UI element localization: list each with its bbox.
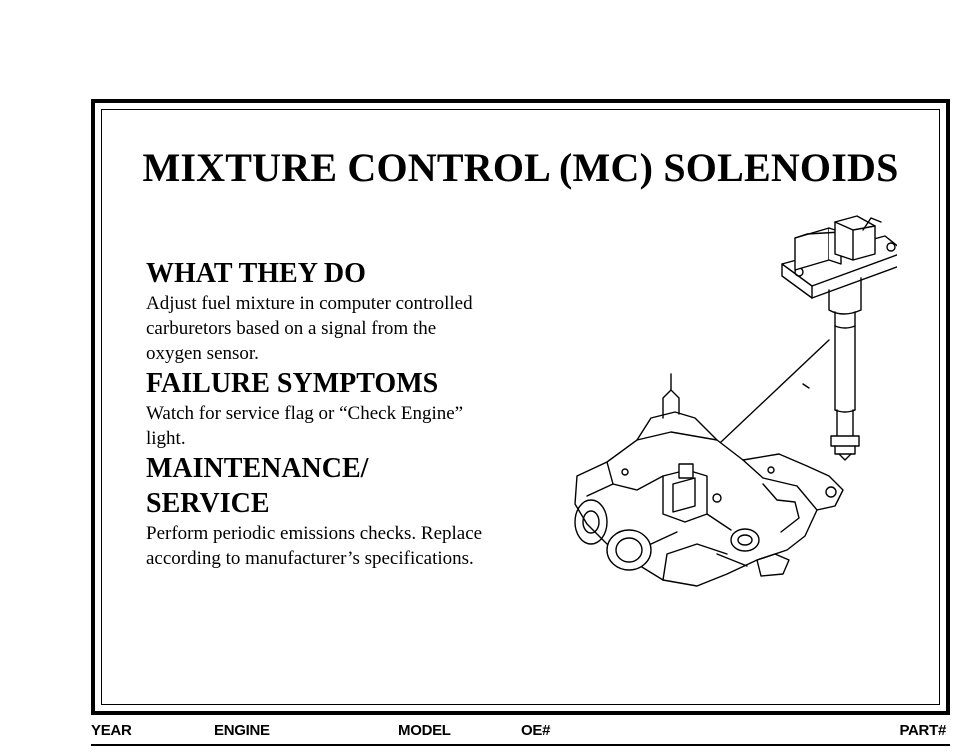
section-text-line: Watch for service flag or “Check Engine” [146,403,464,424]
carburetor-icon [575,374,843,586]
section-heading-maintenance: MAINTENANCE/ [146,453,369,484]
document-frame [91,99,950,715]
section-text-line: light. [146,428,186,449]
footer-engine-label: ENGINE [214,722,270,739]
section-text-line: according to manufacturer’s specifications. [146,548,474,569]
section-text-line: oxygen sensor. [146,343,259,364]
document-inner-frame [101,109,940,705]
footer-part-label: PART# [899,722,946,739]
section-heading-service: SERVICE [146,488,270,519]
page-title: MIXTURE CONTROL (MC) SOLENOIDS [142,145,899,190]
mc-solenoid-icon [782,214,897,460]
footer-model-label: MODEL [398,722,451,739]
section-heading-what-they-do: WHAT THEY DO [146,258,366,289]
section-text-line: carburetors based on a signal from the [146,318,437,339]
footer-oe-label: OE# [521,722,551,739]
illustration [567,214,897,594]
footer-year-label: YEAR [91,722,132,739]
section-text-line: Adjust fuel mixture in computer controlled [146,293,473,314]
section-heading-failure-symptoms: FAILURE SYMPTOMS [146,368,439,399]
section-text-line: Perform periodic emissions checks. Replace [146,523,483,544]
text-column [146,256,546,571]
footer-fields [91,720,950,746]
